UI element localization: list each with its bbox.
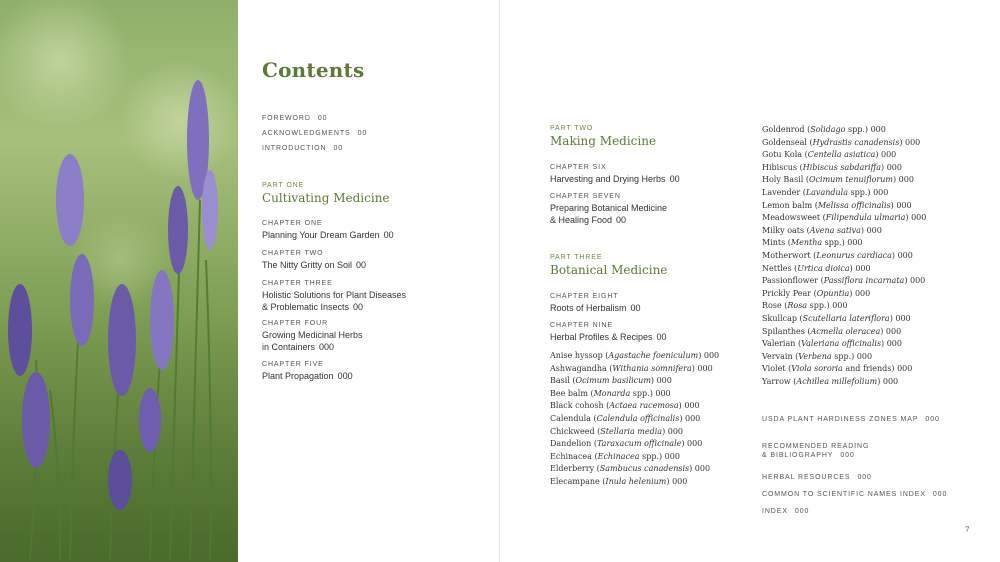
herb-scientific-name: Avena sativa [809, 225, 861, 235]
chapter-title: Plant Propagation 000 [262, 371, 353, 381]
herb-page: 000 [684, 401, 700, 411]
herb-suffix: spp. [807, 301, 827, 311]
herb-suffix: spp. [822, 238, 842, 248]
herb-scientific-name: Scutellaria lateriflora [802, 313, 890, 323]
herb-entry[interactable]: Ashwagandha (Withania somnifera) 000 [550, 363, 713, 373]
herb-scientific-name: Lavandula [805, 187, 848, 197]
herb-page: 000 [855, 263, 871, 273]
herb-entry[interactable]: Black cohosh (Actaea racemosa) 000 [550, 401, 700, 411]
herb-scientific-name: Solidago [810, 125, 846, 134]
herb-common-name: Calendula [550, 413, 591, 423]
book-spine [499, 0, 500, 562]
herb-page: 000 [664, 451, 680, 461]
herb-scientific-name: Valeriana officinalis [801, 339, 882, 349]
part-one [262, 182, 390, 205]
herb-entry[interactable]: Bee balm (Monarda spp.) 000 [550, 388, 671, 398]
chapter-six[interactable] [550, 164, 680, 185]
herb-page: 000 [703, 351, 720, 360]
herb-common-name: Gotu Kola [762, 150, 803, 160]
herb-scientific-name: Agastache foeniculum [608, 351, 699, 360]
herb-page: 000 [873, 187, 889, 197]
chapter-label: CHAPTER SEVEN [550, 193, 621, 200]
herb-common-name: Passionflower [762, 276, 819, 286]
herb-common-name: Basil [550, 376, 570, 386]
herb-common-name: Rose [762, 301, 782, 311]
front-matter [262, 115, 367, 160]
herb-page: 000 [856, 351, 873, 361]
herb-entry[interactable]: Motherwort (Leonurus cardiaca) 000 [762, 250, 913, 260]
herb-entry[interactable]: Nettles (Urtica dioica) 000 [762, 263, 871, 273]
herb-page: 000 [881, 150, 897, 160]
herb-suffix: spp. [639, 451, 659, 461]
chapter-title: Herbal Profiles & Recipes 00 [550, 332, 667, 342]
herb-entry[interactable]: Yarrow (Achillea millefolium) 000 [762, 376, 899, 386]
herb-scientific-name: Verbena [798, 351, 832, 361]
part-label: PART ONE [262, 182, 305, 189]
herb-entry[interactable]: Lavender (Lavandula spp.) 000 [762, 187, 889, 197]
herb-scientific-name: Filipendula ulmaria [825, 213, 906, 223]
herb-common-name: Bee balm [550, 388, 588, 398]
chapter-title: & Healing Food 00 [550, 215, 627, 225]
herb-page: 000 [656, 376, 672, 386]
chapter-title: Roots of Herbalism 00 [550, 303, 641, 313]
herb-scientific-name: Centella asiatica [807, 150, 876, 160]
chapter-label: CHAPTER ONE [262, 220, 323, 227]
herb-scientific-name: Actaea racemosa [609, 401, 679, 411]
herb-common-name: Anise hyssop [550, 351, 603, 360]
herb-page: 000 [832, 301, 848, 311]
chapter-label: CHAPTER THREE [262, 280, 333, 287]
herb-common-name: Ashwagandha [550, 363, 607, 373]
herb-page: 000 [697, 363, 713, 373]
chapter-label: CHAPTER NINE [550, 322, 613, 329]
herb-common-name: Prickly Pear [762, 288, 812, 298]
herb-suffix: and friends [842, 364, 892, 374]
chapter-one[interactable] [262, 220, 394, 241]
contents-heading: Contents [262, 58, 365, 82]
herb-entry[interactable]: Holy Basil (Ocimum tenuiflorum) 000 [762, 175, 914, 185]
herb-common-name: Echinacea [550, 451, 592, 461]
herb-scientific-name: Withania somnifera [612, 363, 692, 373]
herb-page: 000 [886, 162, 902, 172]
herb-entry[interactable]: Chickweed (Stellaria media) 000 [550, 426, 684, 436]
herb-page: 000 [694, 464, 711, 474]
herb-scientific-name: Passiflora incarnata [823, 276, 905, 286]
herb-common-name: Lemon balm [762, 200, 813, 210]
herb-common-name: Lavender [762, 187, 801, 197]
chapter-title: in Containers 000 [262, 342, 335, 352]
herb-page: 000 [911, 213, 927, 223]
herb-entry[interactable]: Vervain (Verbena spp.) 000 [762, 351, 873, 361]
chapter-label: CHAPTER TWO [262, 250, 324, 257]
toc-entry[interactable]: RECOMMENDED READING [762, 443, 870, 450]
part-three [550, 254, 667, 277]
herb-page: 000 [866, 225, 882, 235]
herb-scientific-name: Ocimum basilicum [575, 376, 651, 386]
herb-page: 000 [667, 426, 684, 436]
herb-entry[interactable]: Goldenseal (Hydrastis canadensis) 000 [762, 137, 921, 147]
herb-common-name: Chickweed [550, 426, 595, 436]
herb-common-name: Spilanthes [762, 326, 805, 336]
part-label: PART TWO [550, 125, 594, 132]
herb-entry[interactable]: Skullcap (Scutellaria lateriflora) 000 [762, 313, 911, 323]
chapter-title: Growing Medicinal Herbs [262, 330, 363, 340]
part-title[interactable]: Botanical Medicine [550, 263, 668, 277]
herb-scientific-name: Acmella oleracea [810, 326, 881, 336]
herb-scientific-name: Taraxacum officinale [596, 439, 682, 449]
herb-common-name: Milky oats [762, 225, 805, 235]
herb-list-column-1 [550, 350, 719, 489]
herb-common-name: Vervain [762, 351, 793, 361]
herb-scientific-name: Viola sororia [791, 364, 843, 374]
toc-entry[interactable]: INDEX 000 [762, 508, 810, 515]
part-label: PART THREE [550, 254, 603, 261]
herb-common-name: Hibiscus [762, 162, 798, 172]
chapter-nine[interactable] [550, 322, 667, 343]
herb-suffix: spp. [845, 125, 865, 134]
herb-entry[interactable]: Prickly Pear (Opuntia) 000 [762, 288, 871, 298]
herb-page: 000 [886, 339, 902, 349]
herb-page: 000 [904, 137, 921, 147]
herb-common-name: Mints [762, 238, 786, 248]
herb-page: 000 [895, 313, 911, 323]
herb-scientific-name: Opuntia [816, 288, 850, 298]
herb-page: 000 [870, 125, 886, 134]
chapter-label: CHAPTER FOUR [262, 320, 329, 327]
chapter-title: & Problematic Insects 00 [262, 302, 364, 312]
toc-entry[interactable]: & BIBLIOGRAPHY 000 [762, 452, 855, 459]
herb-entry[interactable]: Milky oats (Avena sativa) 000 [762, 225, 882, 235]
herb-common-name: Goldenrod [762, 125, 805, 134]
herb-entry[interactable]: Violet (Viola sororia and friends) 000 [762, 364, 913, 374]
herb-entry[interactable]: Meadowsweet (Filipendula ulmaria) 000 [762, 213, 927, 223]
chapter-label: CHAPTER SIX [550, 164, 607, 171]
chapter-five[interactable] [262, 361, 353, 382]
herb-common-name: Yarrow [762, 376, 791, 386]
chapter-label: CHAPTER FIVE [262, 361, 324, 368]
herb-scientific-name: Hibiscus sabdariffa [802, 162, 882, 172]
herb-scientific-name: Ocimum tenuiflorum [808, 175, 893, 185]
herb-scientific-name: Melissa officinalis [817, 200, 891, 210]
herb-scientific-name: Stellaria media [600, 426, 663, 436]
herb-page: 000 [885, 326, 902, 336]
herb-common-name: Motherwort [762, 250, 811, 260]
herb-page: 000 [896, 200, 912, 210]
herb-entry[interactable]: Echinacea (Echinacea spp.) 000 [550, 451, 680, 461]
herb-common-name: Skullcap [762, 313, 797, 323]
page-number: 7 [965, 526, 970, 534]
chapter-two[interactable] [262, 250, 366, 271]
herb-common-name: Dandelion [550, 439, 592, 449]
herb-scientific-name: Achillea millefolium [796, 376, 878, 386]
herb-page: 000 [897, 364, 913, 374]
herb-list-column-2 [762, 124, 926, 388]
herb-entry[interactable]: Basil (Ocimum basilicum) 000 [550, 376, 672, 386]
herb-entry[interactable]: Mints (Mentha spp.) 000 [762, 238, 863, 248]
herb-page: 000 [897, 250, 913, 260]
herb-scientific-name: Urtica dioica [797, 263, 850, 273]
herb-page: 000 [672, 476, 688, 486]
toc-entry[interactable]: USDA PLANT HARDINESS ZONES MAP 000 [762, 416, 940, 423]
chapter-title: Preparing Botanical Medicine [550, 203, 668, 213]
herb-page: 000 [847, 238, 863, 248]
herb-common-name: Goldenseal [762, 137, 807, 147]
herb-page: 000 [898, 175, 914, 185]
herb-scientific-name: Calendula officinalis [596, 413, 680, 423]
chapter-title: Planning Your Dream Garden 00 [262, 230, 394, 240]
toc-entry[interactable]: INTRODUCTION 00 [262, 145, 344, 152]
toc-entry[interactable]: FOREWORD 00 [262, 115, 328, 122]
herb-common-name: Nettles [762, 263, 792, 273]
part-title[interactable]: Cultivating Medicine [262, 191, 390, 205]
herb-entry[interactable]: Elderberry (Sambucus canadensis) 000 [550, 464, 711, 474]
chapter-title: The Nitty Gritty on Soil 00 [262, 260, 367, 270]
toc-entry[interactable]: COMMON TO SCIENTIFIC NAMES INDEX 000 [762, 491, 948, 498]
herb-entry[interactable]: Calendula (Calendula officinalis) 000 [550, 413, 701, 423]
chapter-four[interactable] [262, 320, 363, 353]
chapter-label: CHAPTER EIGHT [550, 293, 619, 300]
herb-common-name: Meadowsweet [762, 213, 821, 223]
herb-page: 000 [882, 376, 899, 386]
herb-entry[interactable]: Lemon balm (Melissa officinalis) 000 [762, 200, 912, 210]
herb-scientific-name: Monarda [593, 388, 631, 398]
herb-common-name: Elderberry [550, 464, 595, 474]
herb-entry[interactable]: Dandelion (Taraxacum officinale) 000 [550, 439, 703, 449]
herb-scientific-name: Rosa [787, 301, 808, 311]
part-title[interactable]: Making Medicine [550, 134, 657, 148]
herb-suffix: spp. [630, 388, 650, 398]
back-matter [762, 416, 947, 522]
herb-page: 000 [685, 413, 701, 423]
herb-scientific-name: Sambucus canadensis [599, 464, 690, 474]
toc-entry[interactable]: ACKNOWLEDGMENTS 00 [262, 130, 368, 137]
lavender-illustration [0, 0, 238, 562]
herb-scientific-name: Hydrastis canadensis [812, 137, 900, 147]
herb-page: 000 [687, 439, 703, 449]
herb-entry[interactable]: Valerian (Valeriana officinalis) 000 [762, 339, 902, 349]
herb-entry[interactable]: Hibiscus (Hibiscus sabdariffa) 000 [762, 162, 902, 172]
herb-scientific-name: Echinacea [597, 451, 640, 461]
herb-common-name: Holy Basil [762, 175, 804, 185]
lavender-photo [0, 0, 238, 562]
herb-scientific-name: Inula helenium [605, 476, 667, 486]
herb-page: 000 [909, 276, 926, 286]
chapter-seven[interactable] [550, 193, 667, 226]
herb-entry[interactable]: Passionflower (Passiflora incarnata) 000 [762, 276, 926, 286]
herb-scientific-name: Mentha [790, 238, 823, 248]
herb-page: 000 [854, 288, 871, 298]
herb-entry[interactable]: Rose (Rosa spp.) 000 [762, 301, 848, 311]
chapter-eight[interactable] [550, 293, 641, 314]
herb-entry[interactable]: Spilanthes (Acmella oleracea) 000 [762, 326, 902, 336]
herb-suffix: spp. [847, 187, 868, 197]
chapter-title: Harvesting and Drying Herbs 00 [550, 174, 680, 184]
chapter-title: Holistic Solutions for Plant Diseases [262, 290, 407, 300]
herb-entry[interactable]: Elecampane (Inula helenium) 000 [550, 476, 688, 486]
toc-entry[interactable]: HERBAL RESOURCES 000 [762, 474, 872, 481]
herb-suffix: spp. [831, 351, 852, 361]
herb-scientific-name: Leonurus cardiaca [816, 250, 892, 260]
herb-entry[interactable]: Gotu Kola (Centella asiatica) 000 [762, 150, 897, 160]
herb-common-name: Black cohosh [550, 401, 604, 411]
herb-entry[interactable]: Goldenrod (Solidago spp.) 000 [762, 125, 886, 134]
chapter-three[interactable] [262, 280, 406, 313]
herb-page: 000 [655, 388, 671, 398]
herb-common-name: Valerian [762, 339, 796, 349]
herb-common-name: Violet [762, 364, 786, 374]
herb-entry[interactable]: Anise hyssop (Agastache foeniculum) 000 [550, 351, 720, 360]
part-two [550, 125, 656, 148]
herb-common-name: Elecampane [550, 476, 600, 486]
